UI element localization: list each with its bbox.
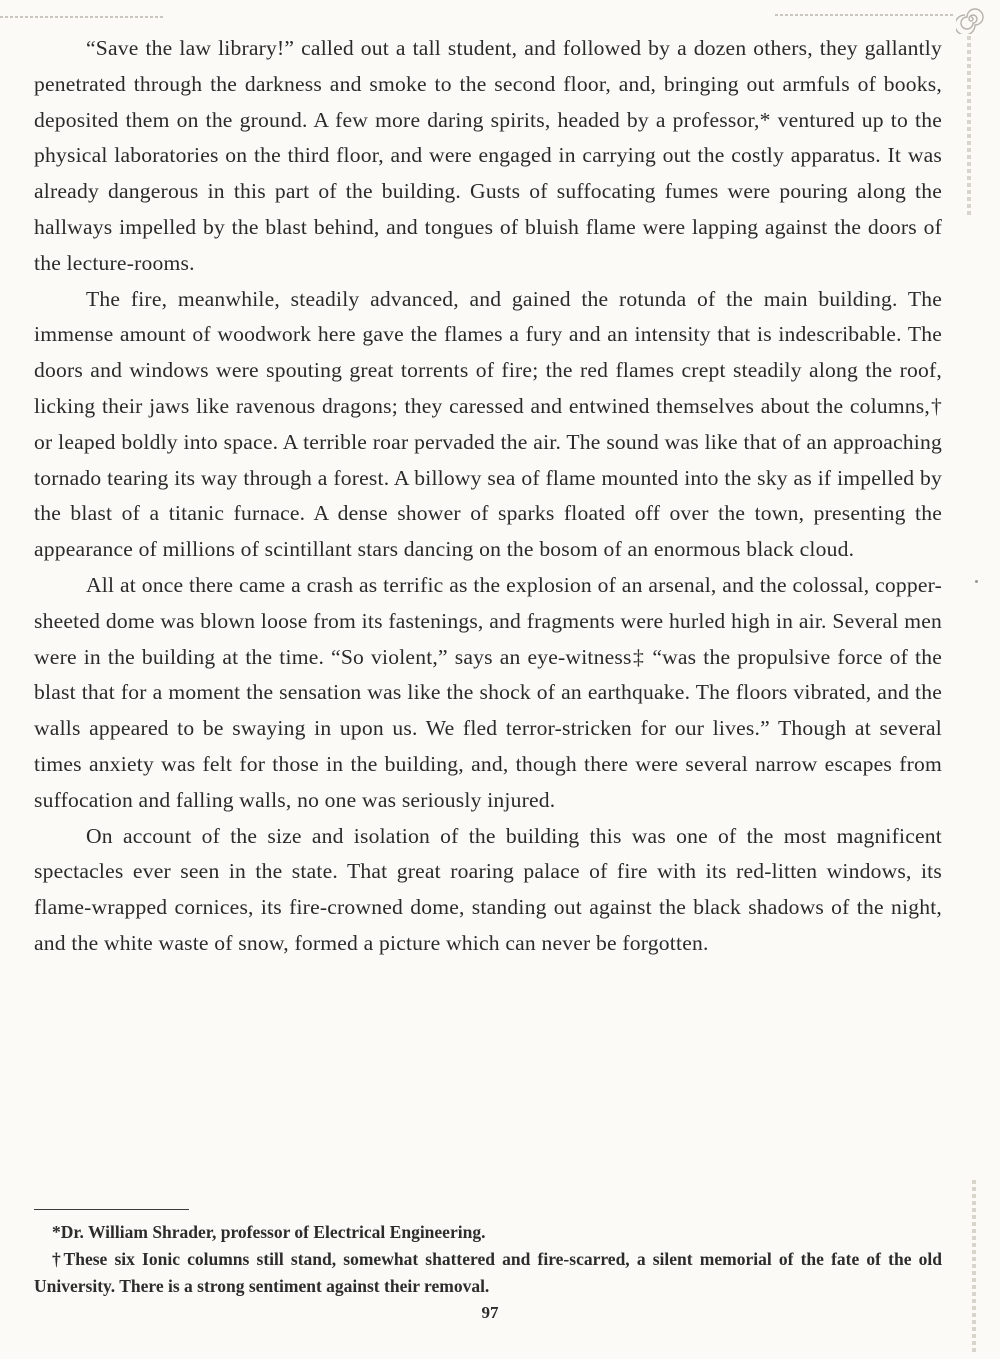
paragraph-1: “Save the law library!” called out a tall student, and followed by a dozen others, they gallantly penetrated through the darkness and smoke to the second floor, and, bringing out armfuls of books, deposited them on the ground. A few more daring spirits, headed by a professor,* ventured up to the physical laboratories on the third floor, and were engaged in carrying out the costly apparatus. It was already dangerous in this part of the building. Gusts of suffocating fumes were pouring along the hallways impelled by the blast behind, and tongues of bluish flame were lapping against the doors of the lecture-rooms.	[34, 36, 942, 275]
paragraph-4: On account of the size and isolation of the building this was one of the most magnificent spectacles ever seen in the state. That great roaring palace of fire with its red-litten windows, its flame-wrapped cornices, its fire-crowned dome, standing out against the black shadows of the night, and the white waste of snow, formed a picture which can never be forgotten.	[34, 823, 942, 955]
top-border-ornament-right	[775, 14, 955, 16]
footnote-1: *Dr. William Shrader, professor of Electrical Engineering.	[52, 1222, 486, 1242]
paragraph-2: The fire, meanwhile, steadily advanced, and gained the rotunda of the main building. The immense amount of woodwork here gave the flames a fury and an intensity that is indescribable. The doors and windows were spouting great torrents of fire; the red flames crept steadily along the roof, licking their jaws like ravenous dragons; they caressed and entwined themselves about the columns,† or leaped boldly into space. A terrible roar pervaded the air. The sound was like that of an approaching tornado tearing its way through a forest. A billowy sea of flame mounted into the sky as if impelled by the blast of a titanic furnace. A dense shower of sparks floated off over the town, presenting the appearance of millions of scintillant stars dancing on the bosom of an enormous black cloud.	[34, 286, 942, 562]
spiral-ornament-icon	[956, 4, 986, 34]
page-number: 97	[481, 1303, 499, 1322]
top-border-ornament-left	[0, 16, 165, 18]
page-edge-scan-artifact-lower	[972, 1180, 976, 1355]
margin-speck	[975, 580, 978, 583]
footnotes	[34, 1219, 942, 1300]
footnote-2: †These six Ionic columns still stand, somewhat shattered and fire-scarred, a silent memorial of the fate of the old University. There is a strong sentiment against their removal.	[34, 1249, 942, 1296]
footnote-divider	[34, 1209, 189, 1210]
page-edge-scan-artifact	[967, 36, 971, 216]
body-text	[34, 31, 942, 962]
paragraph-3: All at once there came a crash as terrific as the explosion of an arsenal, and the colossal, copper-sheeted dome was blown loose from its fastenings, and fragments were hurled high in air. Several men were in the building at the time. “So violent,” says an eye-witness‡ “was the propulsive force of the blast that for a moment the sensation was like the shock of an earthquake. The floors vibrated, and the walls appeared to be swaying in upon us. We fled terror-stricken for our lives.” Though at several times anxiety was felt for those in the building, and, though there were several narrow escapes from suffocation and falling walls, no one was seriously injured.	[34, 572, 942, 812]
